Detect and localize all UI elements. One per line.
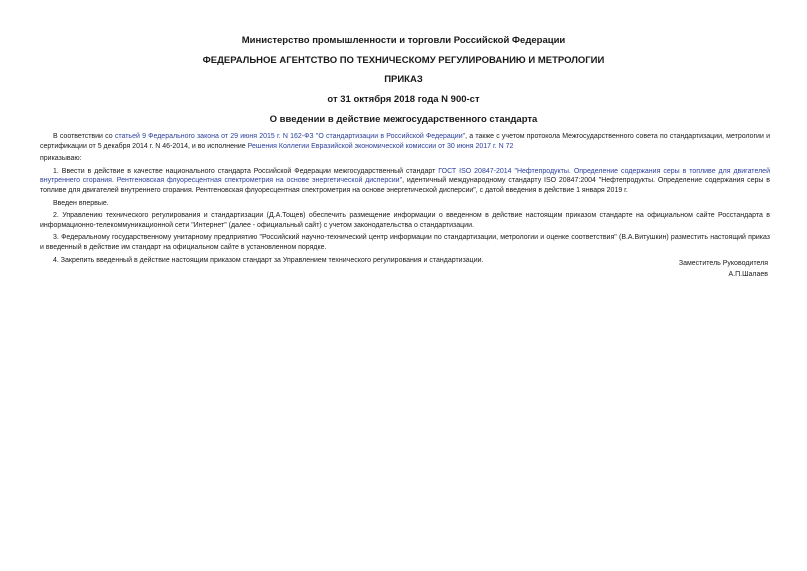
order-date: от 31 октября 2018 года N 900-ст [327, 94, 480, 105]
item-1-text-2: , идентичный международному стандарту ISO 20847:2004 "Нефтепродукты. Определение содержания серы в топливе для двигателей внутреннего сгорания. Рентгеновская флуоресцентная спектрометрия на основе энергетической дисперсии", с датой введения в действие 1 января 2019 г. [40, 177, 770, 194]
signature-name: А.П.Шалаев [728, 271, 768, 278]
preamble-text-1: В соответствии со [53, 133, 115, 140]
preamble-text-2: , а также с учетом протокола Межгосударственного совета по стандартизации, метрологии и сертификации от 5 декабря 2014 г. N 46-2014, и во исполнение [40, 133, 770, 150]
document-body [40, 132, 770, 268]
agency-heading: ФЕДЕРАЛЬНОЕ АГЕНТСТВО ПО ТЕХНИЧЕСКОМУ РЕГУЛИРОВАНИЮ И МЕТРОЛОГИИ [202, 55, 605, 66]
signature-position: Заместитель Руководителя [678, 260, 768, 267]
preamble-paragraph [40, 132, 770, 151]
item-1-text-1: 1. Ввести в действие в качестве национального стандарта Российской Федерации межгосударственный стандарт [53, 167, 439, 175]
item-4-paragraph: 4. Закрепить введенный в действие настоящим приказом стандарт за Управлением технического регулирования и стандартизации. [53, 256, 484, 264]
item-2-paragraph: 2. Управлению технического регулирования и стандартизации (Д.А.Тощев) обеспечить размещение информации о введенном в действие настоящим приказом стандарте на официальном сайте Росстандарта в информационно-телекоммуникационной сети "Интернет" (далее - официальный сайт) с учетом законодательства о стандартизации. [40, 212, 770, 229]
order-word: приказываю: [40, 155, 82, 163]
item-3-paragraph: 3. Федеральному государственному унитарному предприятию "Российский научно-технический центр информации по стандартизации, метрологии и оценке соответствия" (В.А.Витушкин) разместить настоящий приказ и введенный в действие им стандарт на официальном сайте в установленном порядке. [40, 234, 770, 251]
item-1-paragraph [40, 167, 770, 196]
introduced-first-note: Введен впервые. [53, 199, 109, 207]
order-title: О введении в действие межгосударственного стандарта [269, 114, 538, 125]
law-link[interactable]: статьей 9 Федерального закона от 29 июня 2015 г. N 162-ФЗ "О стандартизации в Российской Федерации" [114, 133, 466, 140]
order-heading: ПРИКАЗ [384, 74, 423, 85]
standard-link[interactable]: ГОСТ ISO 20847-2014 "Нефтепродукты. Определение содержания серы в топливе для двигателей внутреннего сгорания. Рентгеновская флуоресцентная спектрометрия на основе энергетической дисперсии" [40, 167, 770, 185]
ministry-heading: Министерство промышленности и торговли Российской Федерации [241, 35, 566, 46]
decision-link[interactable]: Решения Коллегии Евразийской экономической комиссии от 30 июня 2017 г. N 72 [247, 142, 514, 150]
